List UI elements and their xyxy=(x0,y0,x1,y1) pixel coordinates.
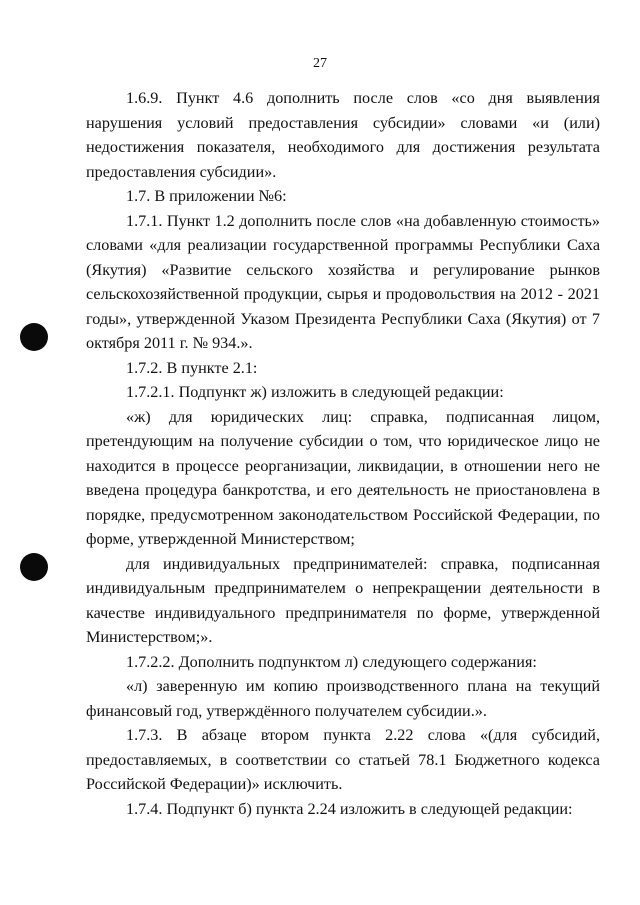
paragraph-1-7: 1.7. В приложении №6: xyxy=(126,187,287,205)
paragraph-1-7-2: 1.7.2. В пункте 2.1: xyxy=(126,358,258,377)
paragraph-1-7-2-1: 1.7.2.1. Подпункт ж) изложить в следующей редакции: xyxy=(126,383,504,401)
document-body xyxy=(86,86,600,821)
paragraph-1-7-3: 1.7.3. В абзаце втором пункта 2.22 слова «(для субсидий, предоставляемых, в соответствии со статьей 78.1 Бюджетного кодекса Российской Федерации)» исключить. xyxy=(86,726,600,793)
paragraph-1-6-9: 1.6.9. Пункт 4.6 дополнить после слов «со дня выявления нарушения условий предоставления субсидии» словами «и (или) недостижения показателя, необходимого для достижения результата предоставления субсидии». xyxy=(86,89,600,181)
punch-hole-mark xyxy=(20,323,48,351)
page-number: 27 xyxy=(313,56,327,71)
paragraph-entrepreneurs: для индивидуальных предпринимателей: справка, подписанная индивидуальным предпринимателем о непрекращении деятельности в качестве индивидуального предпринимателя по форме, утвержденной Министерством;». xyxy=(86,554,600,646)
paragraph-subitem-l: «л) заверенную им копию производственного плана на текущий финансовый год, утверждённого получателем субсидии.». xyxy=(86,677,600,720)
paragraph-1-7-1: 1.7.1. Пункт 1.2 дополнить после слов «на добавленную стоимость» словами «для реализации государственной программы Республики Саха (Якутия) «Развитие сельского хозяйства и регулирование рынков сельскохозяйственной продукции, сырья и продовольствия на 2012 - 2021 годы», утвержденной Указом Президента Республики Саха (Якутия) от 7 октября 2011 г. № 934.». xyxy=(86,211,600,352)
paragraph-1-7-2-2: 1.7.2.2. Дополнить подпунктом л) следующего содержания: xyxy=(126,652,537,671)
paragraph-subitem-zh: «ж) для юридических лиц: справка, подписанная лицом, претендующим на получение субсидии о том, что юридическое лицо не находится в процессе реорганизации, ликвидации, в отношении него не введена процедура банкротства, и его деятельность не приостановлена в порядке, предусмотренном законодательством Российской Федерации, по форме, утвержденной Министерством; xyxy=(86,407,600,548)
paragraph-1-7-4: 1.7.4. Подпункт б) пункта 2.24 изложить в следующей редакции: xyxy=(126,799,573,818)
punch-hole-mark xyxy=(20,553,48,581)
